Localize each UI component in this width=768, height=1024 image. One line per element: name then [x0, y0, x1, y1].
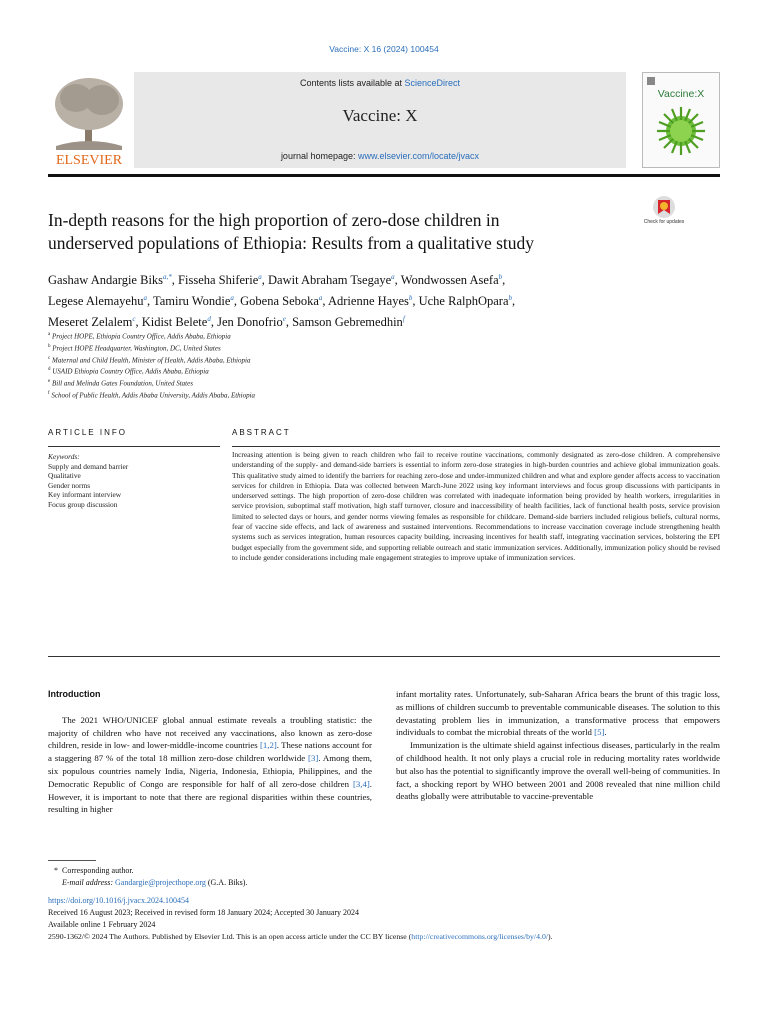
keyword: Gender norms [48, 480, 91, 490]
citation-link[interactable]: [5] [594, 727, 605, 738]
license-text: 2590-1362/© 2024 The Authors. Published by Elsevier Ltd. This is an open access article under the CC BY license ( [48, 932, 412, 941]
author-affiliation-marker[interactable]: a [258, 273, 262, 281]
affiliation [48, 389, 688, 401]
affiliation-key: f [48, 391, 50, 397]
author-name: Samson Gebremedhin [292, 315, 403, 330]
header-divider [48, 174, 720, 177]
license-link[interactable]: http://creativecommons.org/licenses/by/4.0/ [411, 932, 549, 941]
article-title [48, 209, 608, 255]
author-affiliation-marker[interactable]: a [318, 294, 323, 303]
author-affiliation-marker[interactable]: b [408, 294, 413, 303]
article-info-divider [48, 446, 220, 447]
author-affiliation-marker[interactable]: d [207, 315, 211, 324]
author-name: Fisseha Shiferie [178, 273, 259, 288]
intro-paragraph: Immunization is the ultimate shield against infectious diseases, particularly in the realm of childhood health. It not only plays a crucial role in reducing mortality rates worldwide but also has the potential to significantly improve the overall well-being of communities. In fact, a shocking report by WHO between 2001 and 2008 revealed that nine million child deaths globally were attributable to vaccine-preventable [396, 740, 720, 802]
abstract-bottom-divider [48, 656, 720, 657]
received-dates: Received 16 August 2023; Received in revised form 18 January 2024; Accepted 30 January 2024 [48, 908, 360, 917]
affiliation [48, 354, 688, 366]
elsevier-wordmark: ELSEVIER [55, 153, 123, 168]
author[interactable] [419, 294, 512, 308]
author-name: Wondwossen Asefa [400, 273, 499, 288]
author-name: Adrienne Hayes [327, 294, 409, 309]
author[interactable] [178, 273, 262, 287]
homepage-link[interactable]: www.elsevier.com/locate/jvacx [358, 151, 480, 161]
affiliation [48, 365, 688, 377]
author-name: Meseret Zelalem [48, 315, 133, 330]
intro-paragraph [48, 714, 372, 816]
intro-text: . [604, 727, 607, 738]
affiliation-key: c [48, 355, 51, 361]
homepage-line [134, 151, 626, 161]
author-affiliation-marker[interactable]: a,* [163, 273, 172, 281]
virus-icon [657, 107, 705, 155]
affiliation-key: e [48, 379, 51, 385]
citation-link[interactable]: [3] [308, 753, 319, 764]
affiliation [48, 330, 688, 342]
article-info-heading: ARTICLE INFO [48, 428, 127, 437]
cover-title: Vaccine:X [657, 88, 705, 100]
affiliation-text: Project HOPE Headquarter, Washington, DC, United States [52, 344, 221, 353]
author-affiliation-marker[interactable]: f [402, 315, 405, 324]
author[interactable] [240, 294, 322, 308]
homepage-prefix: journal homepage: [280, 151, 358, 161]
author-affiliation-marker[interactable]: b [508, 294, 513, 303]
intro-text: . Among them, six populous countries namely India, Nigeria, Indonesia, Ethiopia, Philippines, and the Democratic Republic of Congo are responsible for half of all zero-dose children [48, 753, 373, 789]
doi-link[interactable]: https://doi.org/10.1016/j.jvacx.2024.100454 [48, 896, 189, 905]
license-line [48, 931, 720, 943]
author-name: Jen Donofrio [217, 315, 283, 330]
keywords-list [48, 462, 220, 510]
intro-text: . However, it is important to note that there are regional disparities within these countries, resulting in higher [48, 778, 372, 815]
keyword: Qualitative [48, 471, 81, 481]
intro-text: . These nations account for a staggering 87 % of the total 18 million zero-dose children worldwide [48, 740, 372, 764]
online-date: Available online 1 February 2024 [48, 920, 156, 929]
intro-right-column [396, 688, 720, 803]
author[interactable] [153, 294, 234, 308]
abstract-text: Increasing attention is being given to reach children who fail to receive routine vaccinations, commonly designated as zero-dose children. A comprehensive understanding of the supply- and demand-side barriers is essential to inform zero-dose strategies in high-burden countries and achieve global immunization goals. This qualitative study aimed to identify the barriers for reaching zero-dose and under-immunized children and what and explore gender affects access to vaccination services for children in Ethiopia. Data was collected between March-June 2022 using key informant interviews and focus group discussions with participants in underserved settings. The high proportion of zero-dose children was correlated with inadequate information being provided by health workers, irregularities in service provision, suboptimal staff motivation, high staff turnover, closure and inaccessibility of health facilities, lack of functional health posts, service provision limited to selected days or hours, and gender norms viewing females as responsible for childcare. Demand-side barriers included religious beliefs, cultural norms, fear of vaccine side effects, and lack of awareness and sustained interventions. Recommendations to increase vaccination coverage include strengthening health systems such as services integration, human resources capacity building, increasing incentives for health staff, integrating vaccination services, bolstering the EPI budget especially from the government side, and supporting reliable outreach and static immunization services. Additionally, immunization policy should be revised to include gender considerations including male engagement strategies to improve uptake of immunization services. [232, 450, 720, 562]
check-updates-label: Check for updates [643, 219, 685, 225]
corresponding-text: Corresponding author. [62, 866, 134, 875]
intro-left-column [48, 688, 372, 816]
intro-text: The 2021 WHO/UNICEF global annual estimate reveals a troubling statistic: the majority of children who have not received any vaccinations, also known as zero-dose children, reside in low- and lower-middle-income countries [48, 714, 372, 751]
keywords-label: Keywords: [48, 452, 80, 461]
author-affiliation-marker[interactable]: b [498, 273, 503, 281]
email-note [48, 877, 720, 889]
affiliation-key: b [48, 343, 51, 349]
keyword: Focus group discussion [48, 499, 118, 509]
author[interactable] [142, 315, 211, 329]
check-for-updates-badge[interactable] [643, 194, 685, 230]
footnote-divider [48, 860, 96, 861]
title-line: In-depth reasons for the high proportion of zero-dose children in [48, 210, 500, 230]
abstract-divider [232, 446, 720, 447]
journal-citation[interactable]: Vaccine: X 16 (2024) 100454 [329, 44, 439, 54]
author-name: Kidist Belete [141, 315, 208, 330]
citation-link[interactable]: [3,4] [352, 778, 370, 789]
email-label: E-mail address: [62, 878, 116, 887]
title-line: underserved populations of Ethiopia: Results from a qualitative study [48, 233, 535, 253]
author-affiliation-marker[interactable]: a [391, 273, 395, 281]
elsevier-tree-icon [48, 72, 130, 168]
affiliation-text: Bill and Melinda Gates Foundation, United States [51, 379, 193, 388]
affiliation-key: d [48, 367, 51, 373]
contents-prefix: Contents lists available at [299, 78, 405, 88]
license-text: ). [548, 932, 553, 941]
email-suffix: (G.A. Biks). [205, 878, 248, 887]
author-list: Gashaw Andargie Biks$^{a,*}$, Fisseha Shiferie$^a$, Dawit Abraham Tsegaye$^a$, Wondwossen Asefa$^b$, Legese Alemayehu$^a$, Tamiru Wondie$^a$, Gobena Seboka$^a$, Adrienne Hayes$^b$, Uche RalphOpara$^b$, Meseret Zelalem$^c$, Kidist Belete$^d$, Jen Donofrio$^e$, Samson Gebremedhin$^f$ [48, 273, 516, 330]
corresponding-note [48, 865, 720, 877]
abstract-heading: ABSTRACT [232, 428, 291, 437]
author-name: Gashaw Andargie Biks [48, 273, 164, 288]
contents-line [134, 78, 626, 88]
author-name: Dawit Abraham Tsegaye [268, 273, 392, 288]
affiliation-text: USAID Ethiopia Country Office, Addis Ababa, Ethiopia [52, 367, 209, 376]
doi-line [48, 895, 720, 907]
asterisk-mark: * [54, 866, 62, 875]
author-affiliation-marker[interactable]: a [230, 294, 234, 303]
author[interactable] [268, 273, 395, 287]
author-name: Legese Alemayehu [48, 294, 144, 309]
author[interactable] [48, 294, 147, 308]
author-name: Uche RalphOpara [418, 294, 509, 309]
keyword: Key informant interview [48, 490, 122, 500]
journal-name: Vaccine: X [342, 106, 418, 125]
sciencedirect-link[interactable]: ScienceDirect [404, 78, 461, 88]
author[interactable] [401, 273, 502, 287]
elsevier-logo [48, 72, 130, 168]
affiliation-text: School of Public Health, Addis Ababa University, Addis Ababa, Ethiopia [51, 391, 256, 400]
author-affiliation-marker[interactable]: c [132, 315, 136, 324]
citation-link[interactable]: [1,2] [259, 740, 277, 751]
author-affiliation-marker[interactable]: a [143, 294, 147, 303]
author-name: Tamiru Wondie [152, 294, 231, 309]
affiliation-text: Project HOPE, Ethiopia Country Office, Addis Ababa, Ethiopia [51, 332, 231, 341]
author[interactable] [48, 273, 172, 287]
author[interactable] [217, 315, 286, 329]
intro-heading: Introduction [48, 689, 101, 699]
author-affiliation-marker[interactable]: e [282, 315, 286, 324]
footnotes [48, 865, 720, 943]
keyword: Supply and demand barrier [48, 461, 129, 471]
affiliation-list [48, 330, 688, 401]
intro-text: infant mortality rates. Unfortunately, sub-Saharan Africa bears the brunt of this tragic loss, as millions of children succumb to preventable communicable diseases. The solution to this devastating problem lies in immunization, a transformative process that empowers individuals to combat the microbial threats of the world [396, 689, 720, 738]
email-link[interactable]: Gandargie@projecthope.org [115, 878, 206, 887]
author[interactable] [292, 315, 405, 329]
affiliation-text: Maternal and Child Health, Minister of Health, Addis Ababa, Ethiopia [51, 355, 251, 364]
author-name: Gobena Seboka [240, 294, 319, 309]
intro-paragraph [396, 688, 720, 739]
author[interactable] [328, 294, 412, 308]
affiliation [48, 342, 688, 354]
affiliation-key: a [48, 332, 51, 337]
author[interactable] [48, 315, 135, 329]
affiliation [48, 377, 688, 389]
journal-cover-image[interactable] [642, 72, 720, 168]
keywords-block [48, 452, 220, 510]
